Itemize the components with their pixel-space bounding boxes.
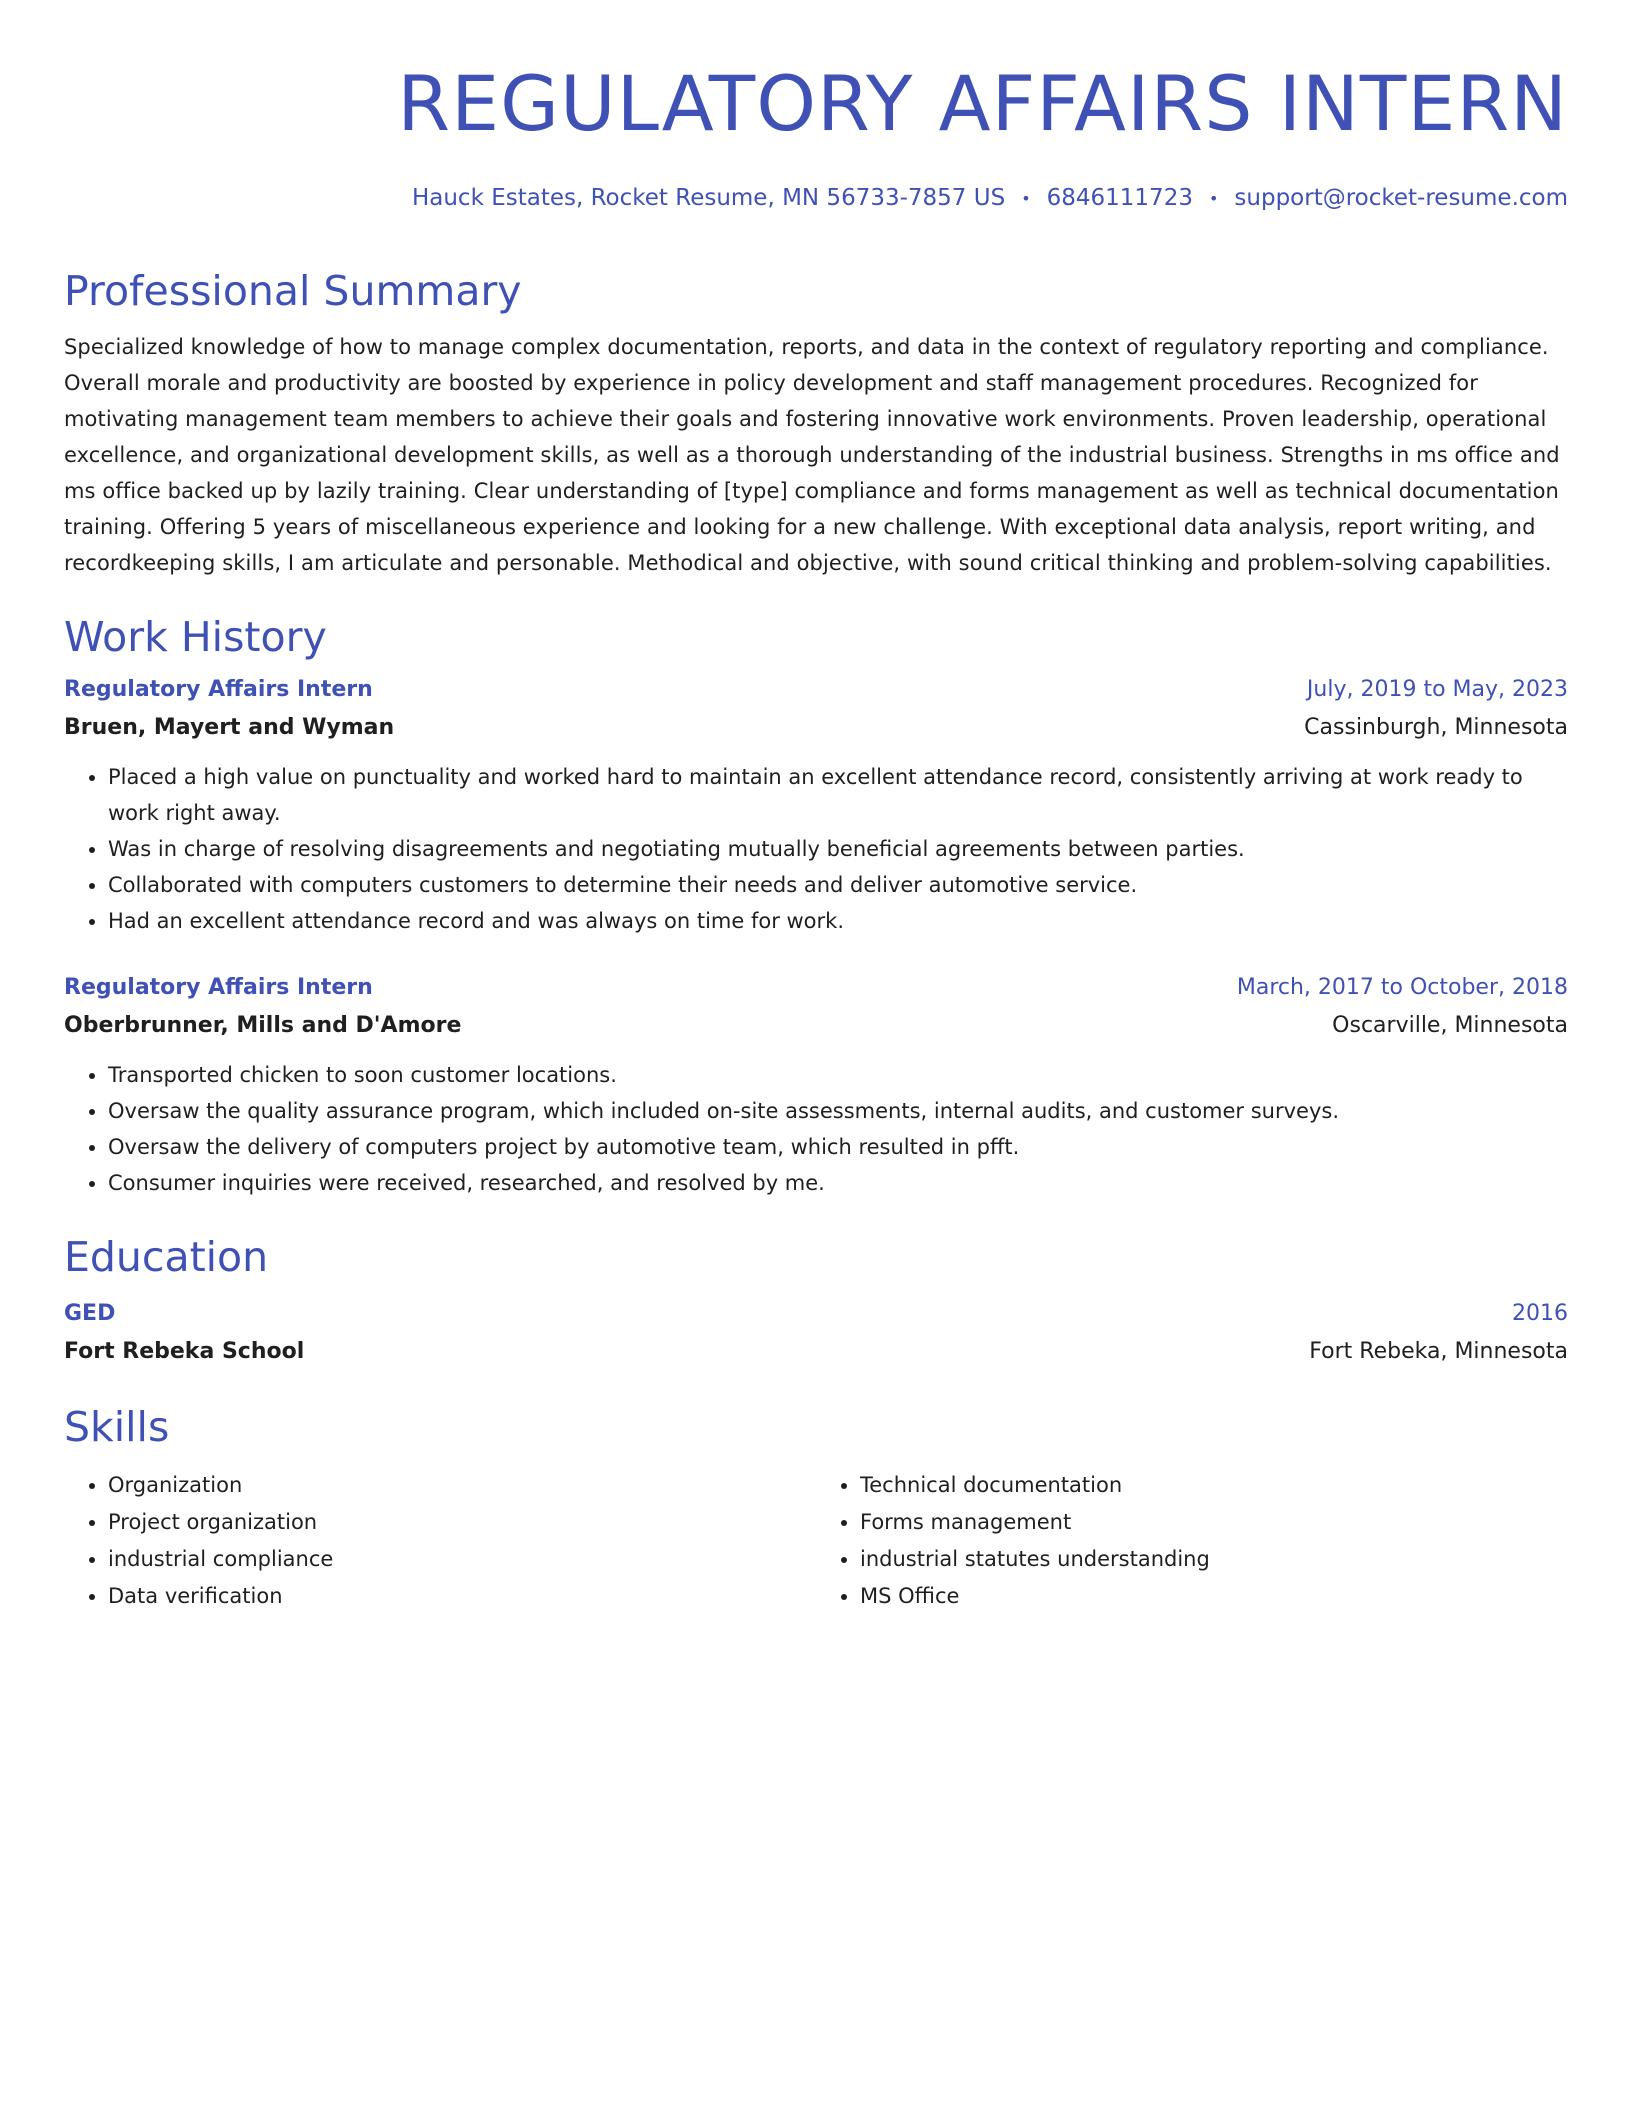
- contact-line: [64, 182, 1568, 215]
- education-entry: [64, 1295, 1568, 1371]
- contact-email: support@rocket-resume.com: [1234, 185, 1568, 211]
- education-degree: GED: [64, 1300, 116, 1326]
- job-entry: [64, 671, 1568, 939]
- contact-address: Hauck Estates, Rocket Resume, MN 56733-7857 US: [411, 185, 1006, 211]
- summary-text: Specialized knowledge of how to manage complex documentation, reports, and data in the context of regulatory reporting and compliance. Overall morale and productivity are boosted by experience in policy development and staff management procedures. Recognized for motivating management team members to achieve their goals and fostering innovative work environments. Proven leadership, operational excellence, and organizational development skills, as well as a thorough understanding of the industrial business. Strengths in ms office and ms office backed up by lazily training. Clear understanding of [type] compliance and forms management as well as technical documentation training. Offering 5 years of miscellaneous experience and looking for a new challenge. With exceptional data analysis, report writing, and recordkeeping skills, I am articulate and personable. Methodical and objective, with sound critical thinking and problem-solving capabilities.: [64, 334, 1560, 575]
- resume-name: REGULATORY AFFAIRS INTERN: [397, 59, 1568, 148]
- job-dates: July, 2019 to May, 2023: [1306, 676, 1568, 702]
- job-bullet: • Transported chicken to soon customer locations.: [108, 1057, 1568, 1093]
- skill-item: • Technical documentation: [860, 1467, 1568, 1504]
- skills-grid: [64, 1467, 1568, 1615]
- job-title: Regulatory Affairs Intern: [64, 676, 373, 702]
- education-school-row: [64, 1333, 1568, 1371]
- skill-item: • Project organization: [108, 1504, 816, 1541]
- skill-item: • industrial compliance: [108, 1541, 816, 1578]
- job-bullet: • Collaborated with computers customers to determine their needs and deliver automotive service.: [108, 867, 1568, 903]
- job-company: Bruen, Mayert and Wyman: [64, 714, 395, 740]
- contact-separator: •: [1021, 188, 1031, 208]
- job-bullet: • Consumer inquiries were received, researched, and resolved by me.: [108, 1165, 1568, 1201]
- job-bullets: [64, 1057, 1568, 1201]
- job-title: Regulatory Affairs Intern: [64, 974, 373, 1000]
- contact-separator: •: [1208, 188, 1219, 208]
- job-dates: March, 2017 to October, 2018: [1236, 974, 1568, 1000]
- job-entry: [64, 969, 1568, 1201]
- education-year: 2016: [1512, 1300, 1568, 1326]
- job-bullet: • Oversaw the quality assurance program, which included on-site assessments, internal audits, and customer surveys.: [108, 1093, 1568, 1129]
- job-company: Oberbrunner, Mills and D'Amore: [64, 1012, 462, 1038]
- job-bullet: • Had an excellent attendance record and was always on time for work.: [108, 903, 1568, 939]
- skill-item: • industrial statutes understanding: [860, 1541, 1568, 1578]
- job-bullet: • Placed a high value on punctuality and worked hard to maintain an excellent attendance record, consistently arriving at work ready to work right away.: [108, 759, 1568, 831]
- job-company-row: [64, 1007, 1568, 1045]
- summary-heading: Professional Summary: [64, 266, 522, 315]
- job-location: Oscarville, Minnesota: [1332, 1012, 1568, 1038]
- job-bullet: • Oversaw the delivery of computers project by automotive team, which resulted in pfft.: [108, 1129, 1568, 1165]
- education-location: Fort Rebeka, Minnesota: [1309, 1338, 1568, 1364]
- skills-column-right: [816, 1467, 1568, 1615]
- job-header-row: [64, 671, 1568, 709]
- education-heading: Education: [64, 1232, 269, 1281]
- skill-item: • Forms management: [860, 1504, 1568, 1541]
- job-bullets: [64, 759, 1568, 939]
- skills-heading: Skills: [64, 1402, 170, 1451]
- job-company-row: [64, 709, 1568, 747]
- contact-phone: 6846111723: [1046, 185, 1193, 211]
- skill-item: • MS Office: [860, 1578, 1568, 1615]
- skill-item: • Data verification: [108, 1578, 816, 1615]
- education-school: Fort Rebeka School: [64, 1338, 305, 1364]
- job-header-row: [64, 969, 1568, 1007]
- education-header-row: [64, 1295, 1568, 1333]
- skills-column-left: [64, 1467, 816, 1615]
- skill-item: • Organization: [108, 1467, 816, 1504]
- job-location: Cassinburgh, Minnesota: [1304, 714, 1568, 740]
- job-bullet: • Was in charge of resolving disagreements and negotiating mutually beneficial agreements between parties.: [108, 831, 1568, 867]
- work-history-heading: Work History: [64, 612, 327, 661]
